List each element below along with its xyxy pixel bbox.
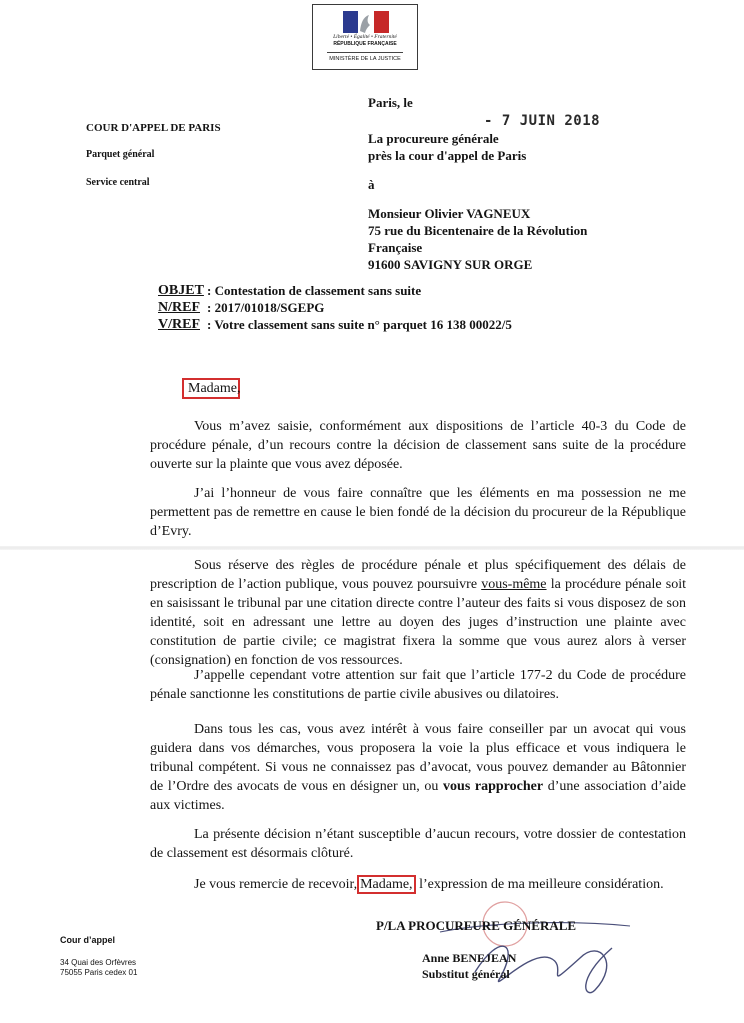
body-paragraph-3 <box>150 556 686 670</box>
body-paragraph-5-a: Dans tous les cas, vous avez intérêt à vous faire conseiller par un avocat qui vous guidera dans vos démarches, vous proposera la voie la plus efficace et vous indiquera le tribunal compétent. Si vous ne connaissez pas d’avocat, vous pouvez demander au Bâtonnier de l’Ordre des avocats de vous en désigner un, ou <box>150 722 686 794</box>
reference-row-nref <box>158 299 512 316</box>
body-paragraph-4: J’appelle cependant votre attention sur fait que l’article 177-2 du Code de procédure pénale sanctionne les constitutions de partie civile abusives ou dilatoires. <box>150 668 686 702</box>
closing-a: Je vous remercie de recevoir, <box>194 877 358 892</box>
author-line1: La procureure générale <box>368 131 499 146</box>
body-paragraph-3-b: la procédure pénale soit en saisissant le tribunal par une citation directe contre l’auteur des faits si vous disposez de son identité, soit en adressant une lettre au doyen des juges d’instruction une plainte avec constitution de partie civile; ce magistrat fixera la somme que vous aurez alors à verser (consignation) en fonction de vos ressources. <box>150 577 686 668</box>
recipient-street-line2: Française <box>368 240 423 255</box>
logo-divider <box>327 52 403 53</box>
sender-court: COUR D'APPEL DE PARIS <box>86 122 221 134</box>
body-paragraph-1: Vous m’avez saisie, conformément aux dispositions de l’article 40-3 du Code de procédure pénale, d’un recours contre la décision de classement sans suite de la procédure ouverte sur la plainte que vous avez déposée. <box>150 419 686 472</box>
logo-republic: RÉPUBLIQUE FRANÇAISE <box>333 41 397 47</box>
logo-motto: Liberté • Égalité • Fraternité <box>333 34 397 40</box>
body-paragraph-5 <box>150 720 686 815</box>
reference-label: N/REF <box>158 300 200 315</box>
sender-department: Parquet général <box>86 149 155 160</box>
signature-role: Substitut général <box>422 967 510 981</box>
body-paragraph-2: J’ai l’honneur de vous faire connaître que les éléments en ma possession ne me permettent pas de remettre en cause le bien fondé de la décision du procureur de la République d’Evry. <box>150 486 686 539</box>
marianne-flag-icon <box>343 11 389 33</box>
reference-value: : Votre classement sans suite n° parquet 16 138 00022/5 <box>207 317 512 332</box>
sender-service: Service central <box>86 177 150 188</box>
date-stamp: - 7 JUIN 2018 <box>484 113 601 129</box>
recipient-city: 91600 SAVIGNY SUR ORGE <box>368 257 533 272</box>
recipient-name: Monsieur Olivier VAGNEUX <box>368 206 531 221</box>
republique-francaise-logo <box>312 4 418 70</box>
author-line2: près la cour d'appel de Paris <box>368 148 527 163</box>
to-label: à <box>368 177 375 192</box>
salutation-highlight: Madame, <box>182 378 240 399</box>
body-paragraph-closing <box>150 875 686 894</box>
signature-name: Anne BENEJEAN <box>422 951 517 965</box>
emphasis-vous-rapprocher: vous rapprocher <box>443 779 544 794</box>
body-paragraph-6: La présente décision n’étant susceptible d’aucun recours, votre dossier de contestation de classement est désormais clôturé. <box>150 827 686 861</box>
signature-title: P/LA PROCUREURE GÉNÉRALE <box>376 918 577 933</box>
reference-row-objet <box>158 282 512 299</box>
reference-value: : 2017/01018/SGEPG <box>207 300 325 315</box>
closing-b: l’expression de ma meilleure considération. <box>415 877 664 892</box>
reference-label: OBJET <box>158 283 204 298</box>
references-block <box>158 282 512 333</box>
body-paragraph-5-c: d’une association d’aide aux victimes. <box>150 779 686 813</box>
emphasis-vous-meme: vous-même <box>481 577 547 592</box>
body-paragraph-3-a: Sous réserve des règles de procédure pénale et plus spécifiquement des délais de prescription de l’action publique, vous pouvez poursuivre <box>150 558 686 592</box>
paper-fold-line <box>0 546 744 550</box>
reference-label: V/REF <box>158 317 200 332</box>
footer-address-line1: 34 Quai des Orfèvres <box>60 958 137 967</box>
place-label: Paris, le <box>368 95 413 110</box>
footer-address <box>60 958 137 978</box>
reference-value: : Contestation de classement sans suite <box>207 283 422 298</box>
logo-ministry: MINISTÈRE DE LA JUSTICE <box>329 56 401 62</box>
signature-name-block <box>422 950 516 982</box>
footer-address-line2: 75055 Paris cedex 01 <box>60 968 138 977</box>
footer-title: Cour d’appel <box>60 935 116 945</box>
reference-row-vref <box>158 316 512 333</box>
recipient-street-line1: 75 rue du Bicentenaire de la Révolution <box>368 223 588 238</box>
closing-madame-highlight: Madame, <box>357 875 415 894</box>
